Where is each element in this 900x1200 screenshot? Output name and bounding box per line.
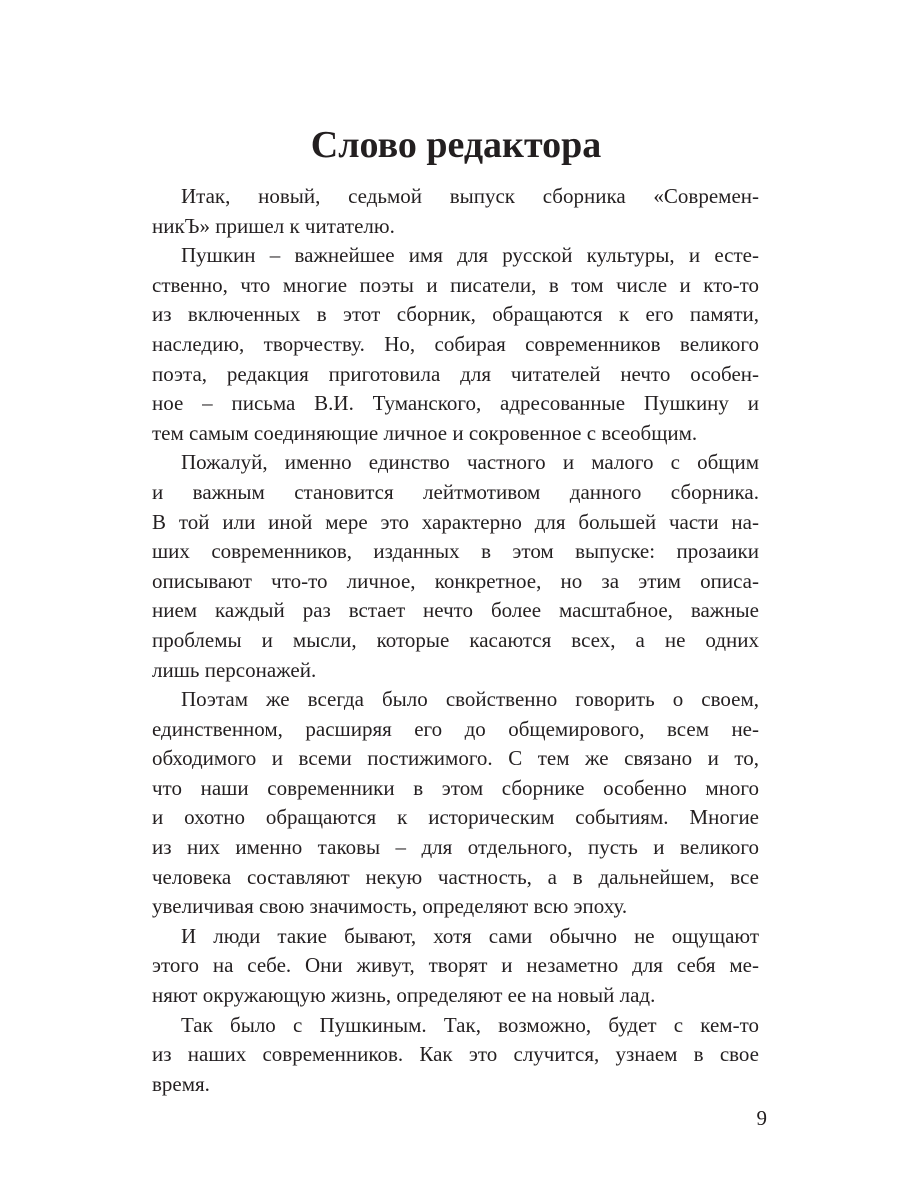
text-line: описывают что-то личное, конкретное, но за этим описа-	[152, 568, 759, 593]
text-line: няют окружающую жизнь, определяют ее на новый лад.	[152, 983, 656, 1008]
text-line: и важным становится лейтмотивом данного сборника.	[152, 479, 759, 504]
page-number: 9	[756, 1106, 767, 1130]
text-line: единственном, расширяя его до общемирового, всем не-	[152, 716, 759, 741]
text-line: В той или иной мере это характерно для большей части на-	[152, 509, 759, 534]
paragraph	[152, 448, 759, 685]
text-line: Так было с Пушкиным. Так, возможно, будет с кем-то	[181, 1012, 759, 1037]
text-line: Пушкин – важнейшее имя для русской культуры, и есте-	[181, 243, 759, 268]
text-line: лишь персонажей.	[152, 657, 317, 682]
text-line: Итак, новый, седьмой выпуск сборника «Современ-	[181, 184, 759, 208]
paragraph	[152, 1011, 759, 1100]
text-line: Пожалуй, именно единство частного и малого с общим	[181, 450, 759, 475]
text-line: что наши современники в этом сборнике особенно много	[152, 775, 759, 800]
text-line: тем самым соединяющие личное и сокровенное с всеобщим.	[152, 420, 698, 445]
text-line: обходимого и всеми постижимого. С тем же связано и то,	[152, 746, 759, 771]
text-line: поэта, редакция приготовила для читателей нечто особен-	[152, 361, 759, 386]
text-line: из включенных в этот сборник, обращаются к его памяти,	[152, 302, 759, 327]
text-line: и охотно обращаются к историческим событиям. Многие	[152, 805, 759, 830]
text-line: наследию, творчеству. Но, собирая современников великого	[152, 331, 759, 356]
text-line: Поэтам же всегда было свойственно говорить о своем,	[181, 687, 759, 712]
text-line: увеличивая свою значимость, определяют всю эпоху.	[152, 894, 628, 919]
text-line: этого на себе. Они живут, творят и незаметно для себя ме-	[152, 953, 759, 978]
text-line: человека составляют некую частность, а в дальнейшем, все	[152, 864, 759, 889]
paragraph	[152, 182, 759, 241]
text-line: ное – письма В.И. Туманского, адресованные Пушкину и	[152, 391, 759, 416]
page-title: Слово редактора	[310, 124, 602, 166]
text-line: из них именно таковы – для отдельного, пусть и великого	[152, 835, 759, 860]
paragraph	[152, 241, 759, 448]
paragraph	[152, 922, 759, 1011]
text-line: ших современников, изданных в этом выпуске: прозаики	[152, 539, 759, 564]
text-line: нием каждый раз встает нечто более масштабное, важные	[152, 598, 759, 623]
text-line: проблемы и мысли, которые касаются всех, а не одних	[152, 627, 759, 652]
body-text	[152, 182, 759, 1099]
text-line: время.	[152, 1071, 210, 1096]
text-line: из наших современников. Как это случится, узнаем в свое	[152, 1042, 759, 1067]
text-line: никЪ» пришел к читателю.	[152, 213, 395, 238]
text-line: И люди такие бывают, хотя сами обычно не ощущают	[181, 923, 759, 948]
text-line: ственно, что многие поэты и писатели, в том числе и кто-то	[152, 272, 759, 297]
paragraph	[152, 685, 759, 922]
